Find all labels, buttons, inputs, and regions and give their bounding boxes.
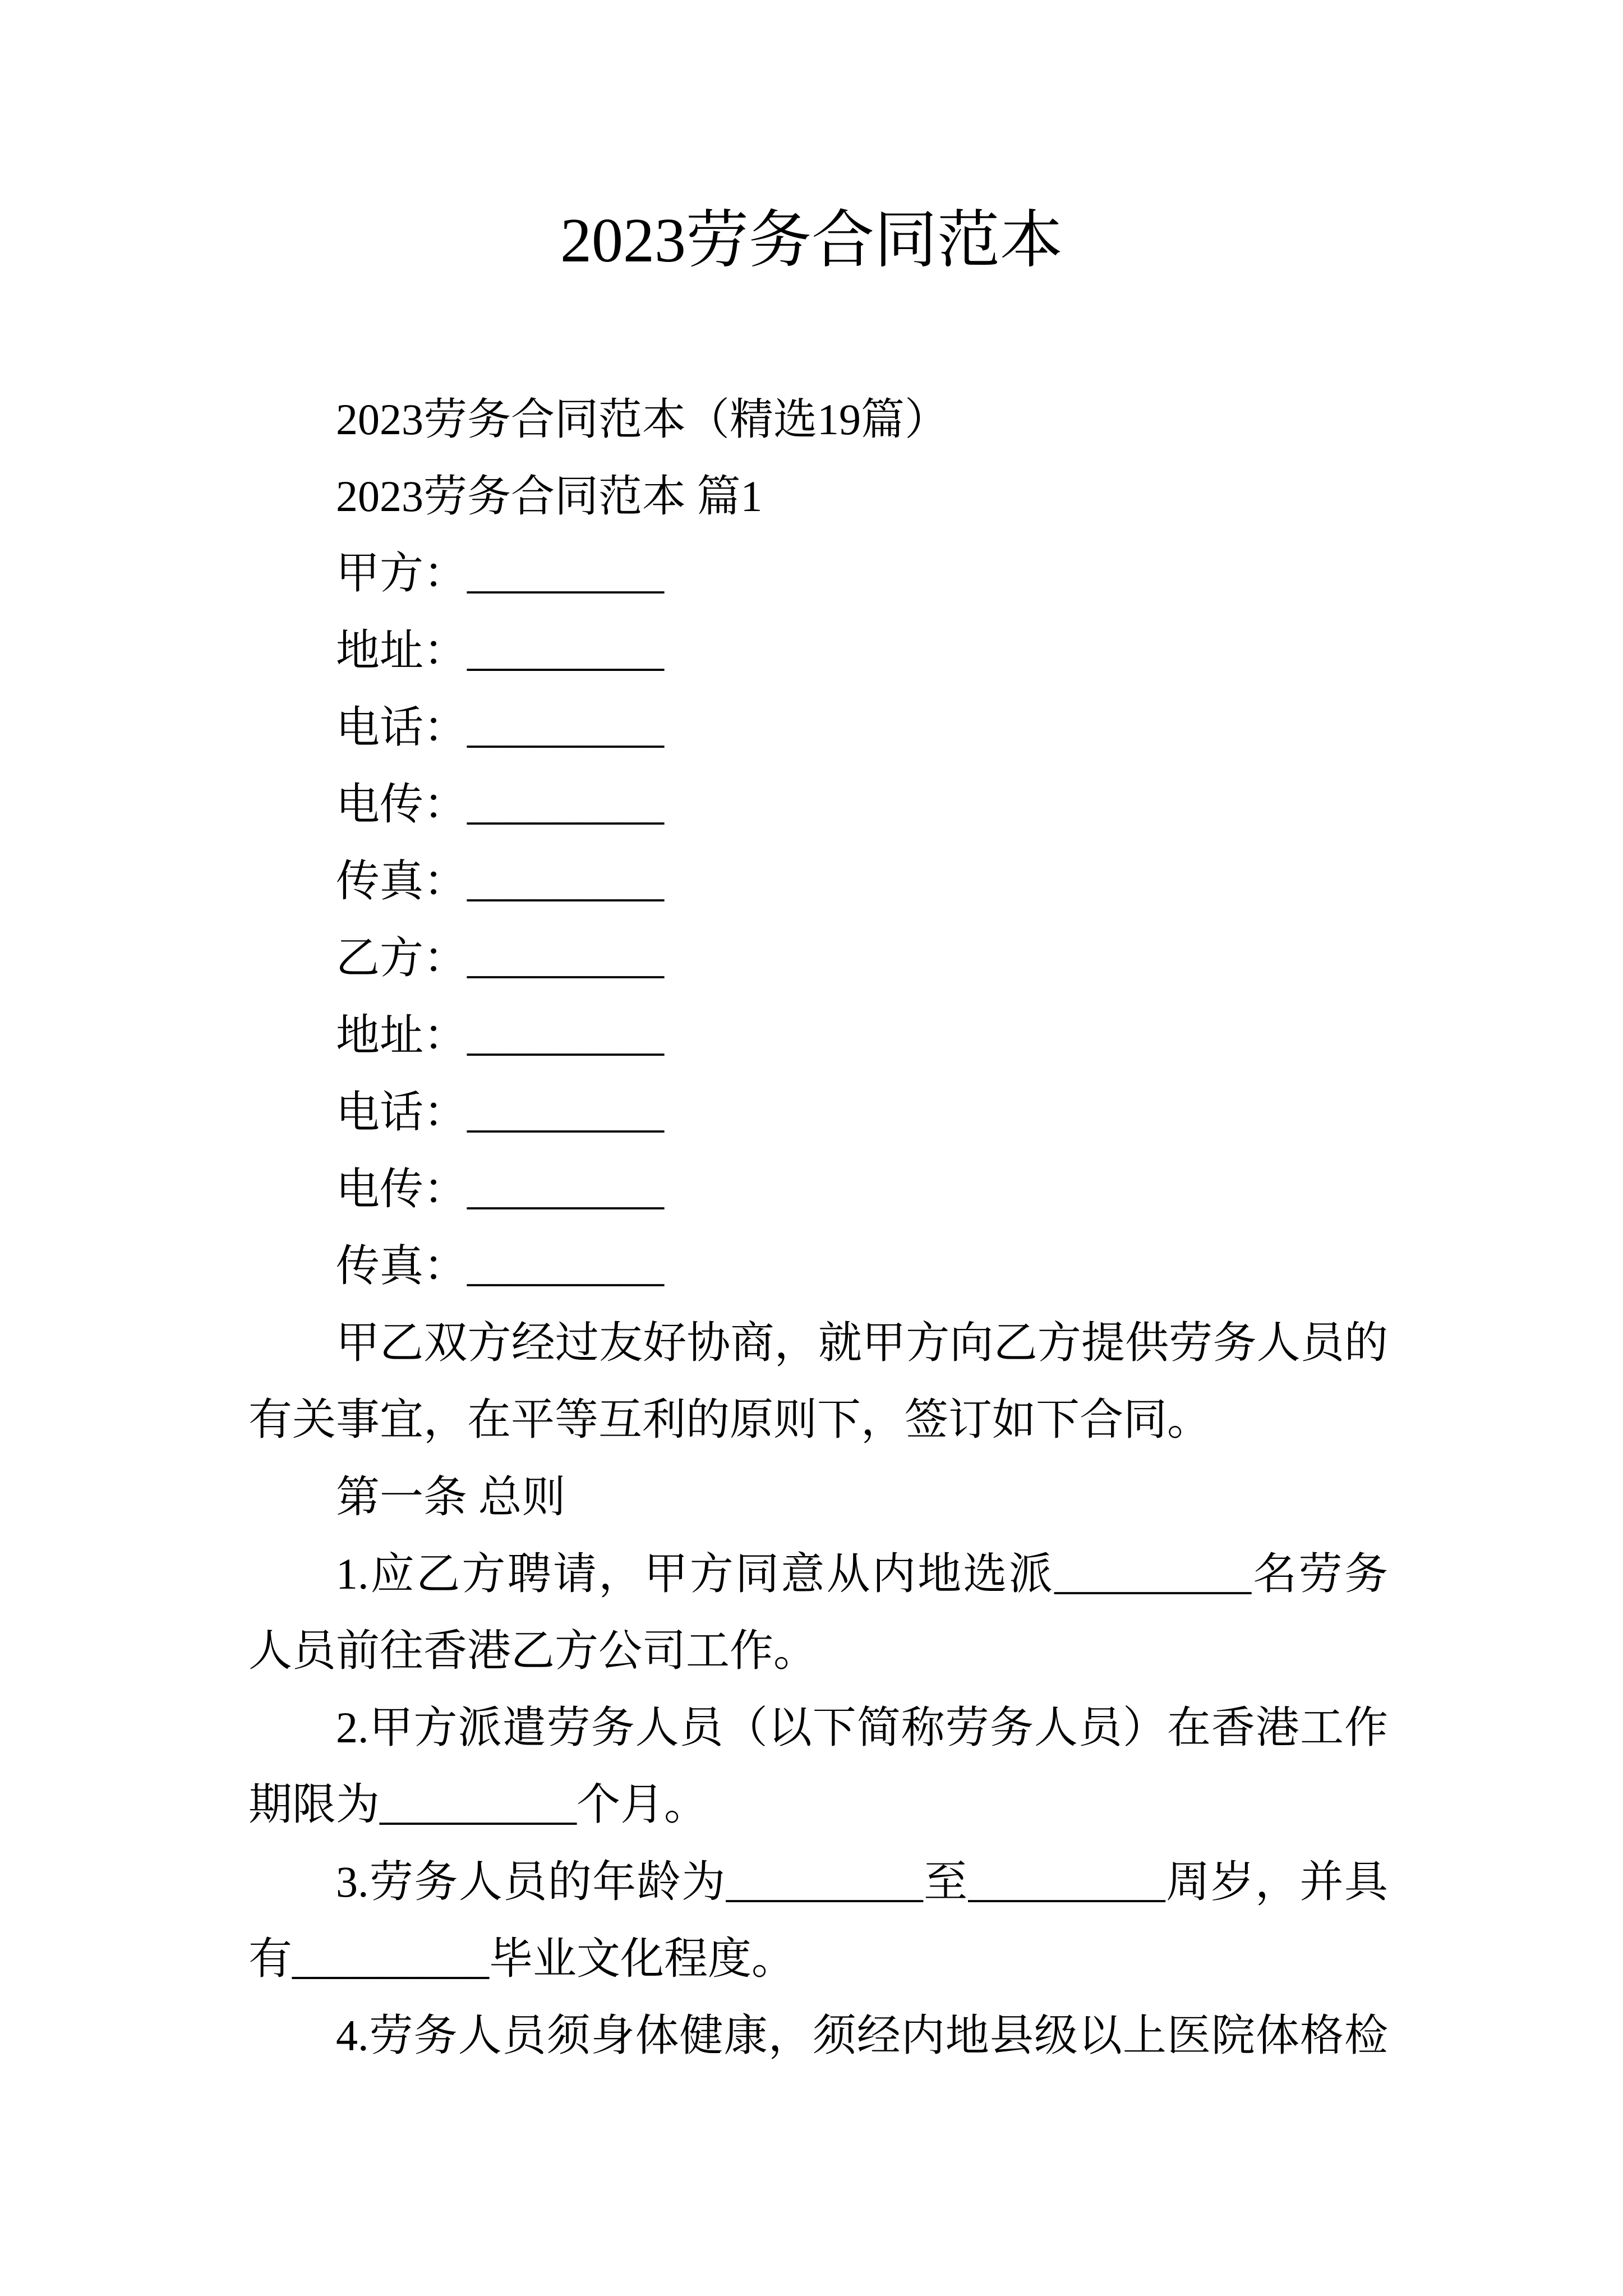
- party-b-fax-field: [248, 1227, 1388, 1304]
- clause-1-line-1: [248, 1535, 1388, 1612]
- party-b-telex-field: [248, 1151, 1388, 1227]
- fill-in-blank: _________: [467, 1164, 665, 1213]
- clause-2-text-end: 个月。: [577, 1780, 708, 1829]
- party-b-name-field: [248, 919, 1388, 996]
- clause-3-text: 3.劳务人员的年龄为: [336, 1857, 726, 1906]
- clause-2-text: 期限为: [248, 1780, 380, 1829]
- field-label: 电传：: [336, 779, 468, 829]
- fill-in-blank: _________: [467, 1241, 665, 1291]
- field-label: 地址：: [336, 1010, 468, 1060]
- field-label: 甲方：: [336, 549, 468, 598]
- clause-3-line-2-text-end: 毕业文化程度。: [489, 1934, 796, 1983]
- party-a-fax-field: [248, 843, 1388, 919]
- personnel-count-blank: _________: [1054, 1549, 1252, 1598]
- article-title: 2023劳务合同范本 篇1: [336, 472, 763, 521]
- document-title: 2023劳务合同范本: [560, 206, 1063, 275]
- collection-title: 2023劳务合同范本（精选19篇）: [336, 395, 949, 444]
- party-a-telex-field: [248, 766, 1388, 843]
- field-label: 电话：: [336, 702, 468, 752]
- clause-2-line-2: [248, 1766, 1388, 1843]
- clause-3-text-middle: 至: [923, 1857, 969, 1906]
- party-a-phone-field: [248, 689, 1388, 766]
- fill-in-blank: _________: [467, 1087, 665, 1137]
- field-label: 电传：: [336, 1164, 468, 1213]
- party-a-address-field: [248, 612, 1388, 689]
- fill-in-blank: _________: [467, 702, 665, 752]
- preamble-line-1: 甲乙双方经过友好协商，就甲方向乙方提供劳务人员的: [336, 1318, 1388, 1368]
- term-months-blank: _________: [380, 1780, 577, 1829]
- clause-3-line-2-text: 有: [248, 1934, 293, 1983]
- fill-in-blank: _________: [467, 779, 665, 829]
- field-label: 乙方：: [336, 933, 468, 983]
- max-age-blank: _________: [968, 1857, 1165, 1906]
- field-label: 传真：: [336, 1241, 468, 1291]
- clause-4-line-1: 4.劳务人员须身体健康，须经内地县级以上医院体格检: [336, 2010, 1388, 2060]
- fill-in-blank: _________: [467, 933, 665, 983]
- education-level-blank: _________: [292, 1934, 490, 1983]
- document-body: [248, 381, 1388, 2074]
- field-label: 地址：: [336, 625, 468, 675]
- clause-2-line-1: 2.甲方派遣劳务人员（以下简称劳务人员）在香港工作: [336, 1703, 1388, 1752]
- clause-1-line-2: 人员前往香港乙方公司工作。: [248, 1626, 818, 1675]
- fill-in-blank: _________: [467, 549, 665, 598]
- clause-3-text-end: 周岁，并具: [1165, 1857, 1388, 1906]
- fill-in-blank: _________: [467, 857, 665, 906]
- party-a-name-field: [248, 535, 1388, 611]
- clause-3-line-1: [248, 1843, 1388, 1920]
- party-b-phone-field: [248, 1074, 1388, 1151]
- clause-1-text-end: 名劳务: [1251, 1549, 1388, 1598]
- party-b-address-field: [248, 997, 1388, 1074]
- field-label: 电话：: [336, 1087, 468, 1137]
- fill-in-blank: _________: [467, 1010, 665, 1060]
- fill-in-blank: _________: [467, 625, 665, 675]
- preamble-line-2: 有关事宜，在平等互利的原则下，签订如下合同。: [248, 1395, 1211, 1444]
- article-1-heading: 第一条 总则: [336, 1472, 566, 1521]
- clause-3-line-2: [248, 1920, 1388, 1997]
- field-label: 传真：: [336, 857, 468, 906]
- clause-1-text: 1.应乙方聘请，甲方同意从内地选派: [336, 1549, 1055, 1598]
- min-age-blank: _________: [726, 1857, 923, 1906]
